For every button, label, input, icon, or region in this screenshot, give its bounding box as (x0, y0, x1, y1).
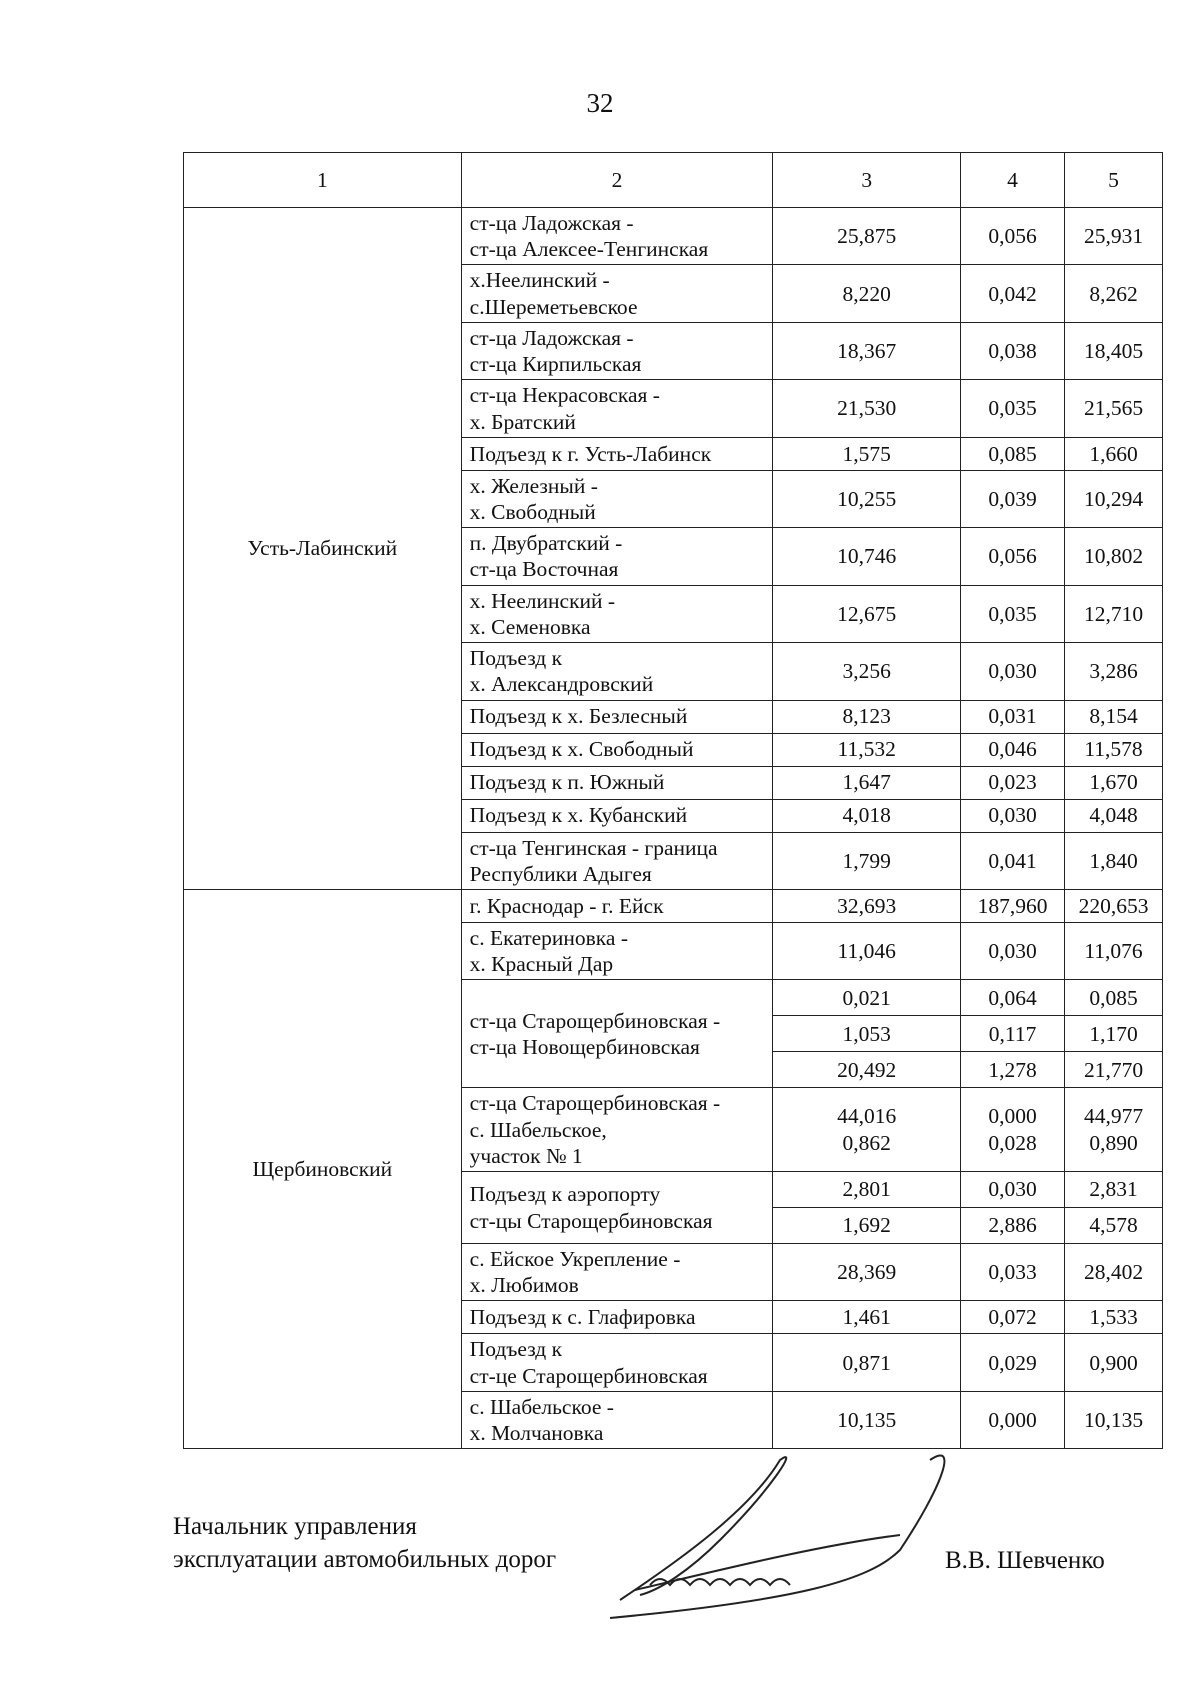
route-cell (461, 1391, 773, 1448)
route-line: ст-ца Алексее-Тенгинская (469, 237, 709, 262)
signatory-name: В.В. Шевченко (945, 1547, 1105, 1574)
value-cell: 0,030 (961, 1172, 1065, 1208)
route-line: Подъезд к аэропорту (469, 1182, 661, 1207)
route-line: с.Шереметьевское (469, 294, 638, 319)
table-row (184, 889, 1163, 922)
page-number: 32 (586, 88, 614, 118)
header-cell: 3 (773, 153, 961, 208)
value-cell: 0,900 (1065, 1334, 1163, 1391)
value-cell: 1,170 (1065, 1016, 1163, 1052)
value-cell: 12,675 (773, 585, 961, 642)
route-line: х. Александровский (469, 672, 654, 697)
header-cell: 2 (461, 153, 773, 208)
value-cell: 8,123 (773, 700, 961, 733)
value-cell: 220,653 (1065, 889, 1163, 922)
route-line: с. Ейское Укрепление - (469, 1247, 681, 1272)
route-line: Подъезд к х. Свободный (469, 737, 694, 762)
value-cell: 0,042 (961, 265, 1065, 322)
value-cell: 10,135 (1065, 1391, 1163, 1448)
value-cell (773, 1088, 961, 1172)
route-cell (461, 265, 773, 322)
value-cell: 25,931 (1065, 208, 1163, 265)
route-line: ст-ца Восточная (469, 557, 619, 582)
route-cell (461, 1334, 773, 1391)
route-line: п. Двубратский - (469, 531, 623, 556)
value-cell: 0,030 (961, 799, 1065, 832)
route-cell (461, 889, 773, 922)
header-cell: 5 (1065, 153, 1163, 208)
route-cell (461, 322, 773, 379)
route-cell (461, 208, 773, 265)
route-line: Подъезд к п. Южный (469, 770, 665, 795)
value-line: 0,862 (842, 1130, 891, 1155)
value-cell: 0,000 (961, 1391, 1065, 1448)
route-cell (461, 922, 773, 979)
value-cell: 0,030 (961, 922, 1065, 979)
header-cell: 1 (184, 153, 462, 208)
table-body (184, 208, 1163, 1449)
route-cell (461, 380, 773, 437)
route-line: Подъезд к (469, 1337, 563, 1362)
value-cell: 10,294 (1065, 470, 1163, 527)
value-cell: 1,533 (1065, 1301, 1163, 1334)
route-line: Республики Адыгея (469, 861, 652, 886)
value-cell: 0,029 (961, 1334, 1065, 1391)
value-cell: 11,046 (773, 922, 961, 979)
route-line: ст-ца Старощербиновская - (469, 1008, 721, 1033)
value-cell: 25,875 (773, 208, 961, 265)
route-line: ст-ца Ладожская - (469, 211, 634, 235)
value-cell: 0,056 (961, 528, 1065, 585)
signatory-title (173, 1510, 556, 1576)
value-cell: 0,085 (961, 437, 1065, 470)
value-cell: 28,369 (773, 1244, 961, 1301)
value-cell: 10,135 (773, 1391, 961, 1448)
value-line: 0,890 (1089, 1130, 1138, 1155)
route-line: участок № 1 (469, 1143, 583, 1168)
district-cell: Усть-Лабинский (184, 208, 462, 890)
route-line: ст-ца Ладожская - (469, 325, 634, 350)
value-cell: 1,799 (773, 832, 961, 889)
route-cell (461, 437, 773, 470)
value-cell: 4,018 (773, 799, 961, 832)
signatory-title-line1: Начальник управления (173, 1513, 417, 1540)
route-line: ст-ца Новощербиновская (469, 1034, 700, 1059)
route-cell (461, 1172, 773, 1244)
route-cell (461, 585, 773, 642)
route-line: Подъезд к х. Безлесный (469, 704, 688, 729)
route-line: г. Краснодар - г. Ейск (469, 893, 664, 918)
table-row (184, 208, 1163, 265)
value-cell: 11,532 (773, 733, 961, 766)
value-cell: 1,670 (1065, 766, 1163, 799)
route-cell (461, 1244, 773, 1301)
value-cell: 187,960 (961, 889, 1065, 922)
route-line: ст-цы Старощербиновская (469, 1208, 713, 1233)
value-cell: 21,530 (773, 380, 961, 437)
value-cell: 1,660 (1065, 437, 1163, 470)
value-line: 44,016 (837, 1104, 897, 1129)
route-line: ст-ца Некрасовская - (469, 383, 660, 408)
route-line: Подъезд к х. Кубанский (469, 803, 688, 828)
header-cell: 4 (961, 153, 1065, 208)
route-line: х. Молчановка (469, 1421, 604, 1446)
value-line: 44,977 (1083, 1104, 1144, 1129)
value-cell: 0,031 (961, 700, 1065, 733)
route-cell (461, 832, 773, 889)
header-row (184, 153, 1163, 208)
value-cell: 0,117 (961, 1016, 1065, 1052)
value-cell: 21,565 (1065, 380, 1163, 437)
route-cell (461, 470, 773, 527)
value-cell: 0,021 (773, 980, 961, 1016)
value-cell: 1,647 (773, 766, 961, 799)
route-line: ст-ца Старощербиновская - (469, 1091, 721, 1116)
value-cell: 0,072 (961, 1301, 1065, 1334)
value-cell: 0,085 (1065, 980, 1163, 1016)
value-cell: 18,405 (1065, 322, 1163, 379)
route-cell (461, 766, 773, 799)
route-cell (461, 799, 773, 832)
district-cell: Щербиновский (184, 889, 462, 1448)
value-cell: 10,255 (773, 470, 961, 527)
route-cell (461, 700, 773, 733)
value-line: 0,028 (988, 1130, 1037, 1155)
value-cell: 12,710 (1065, 585, 1163, 642)
value-cell: 0,871 (773, 1334, 961, 1391)
route-line: ст-ца Тенгинская - граница (469, 835, 718, 860)
value-cell: 4,578 (1065, 1208, 1163, 1244)
value-cell: 3,286 (1065, 643, 1163, 700)
route-line: ст-це Старощербиновская (469, 1363, 708, 1388)
value-cell: 21,770 (1065, 1052, 1163, 1088)
value-cell: 0,035 (961, 380, 1065, 437)
value-cell: 0,056 (961, 208, 1065, 265)
value-cell: 0,041 (961, 832, 1065, 889)
value-cell: 10,802 (1065, 528, 1163, 585)
value-cell (1065, 1088, 1163, 1172)
value-cell: 2,886 (961, 1208, 1065, 1244)
value-cell: 1,692 (773, 1208, 961, 1244)
value-cell: 0,030 (961, 643, 1065, 700)
value-cell: 1,461 (773, 1301, 961, 1334)
route-line: с. Екатериновка - (469, 925, 629, 950)
value-cell: 3,256 (773, 643, 961, 700)
value-cell: 0,023 (961, 766, 1065, 799)
route-line: х.Неелинский - (469, 268, 610, 293)
route-line: Подъезд к г. Усть-Лабинск (469, 441, 712, 466)
route-line: х. Семеновка (469, 614, 591, 639)
value-cell: 8,220 (773, 265, 961, 322)
value-line: 0,000 (988, 1104, 1037, 1129)
value-cell: 8,262 (1065, 265, 1163, 322)
route-cell (461, 1301, 773, 1334)
route-line: х. Железный - (469, 473, 598, 498)
value-cell: 1,053 (773, 1016, 961, 1052)
route-line: Подъезд к с. Глафировка (469, 1305, 696, 1330)
road-table (183, 152, 1163, 1449)
value-cell: 32,693 (773, 889, 961, 922)
route-line: х. Братский (469, 409, 576, 434)
value-cell: 11,578 (1065, 733, 1163, 766)
route-cell (461, 733, 773, 766)
value-cell: 1,840 (1065, 832, 1163, 889)
value-cell: 2,801 (773, 1172, 961, 1208)
route-line: ст-ца Кирпильская (469, 352, 642, 377)
value-cell: 0,033 (961, 1244, 1065, 1301)
route-line: х. Любимов (469, 1273, 579, 1298)
route-line: х. Красный Дар (469, 952, 614, 977)
value-cell: 18,367 (773, 322, 961, 379)
value-cell: 4,048 (1065, 799, 1163, 832)
signatory-title-line2: эксплуатации автомобильных дорог (173, 1546, 557, 1573)
value-cell: 8,154 (1065, 700, 1163, 733)
value-cell: 0,064 (961, 980, 1065, 1016)
route-cell (461, 1088, 773, 1172)
route-cell (461, 643, 773, 700)
value-cell (961, 1088, 1065, 1172)
route-line: х. Неелинский - (469, 588, 616, 613)
value-cell: 2,831 (1065, 1172, 1163, 1208)
value-cell: 28,402 (1065, 1244, 1163, 1301)
route-cell (461, 980, 773, 1088)
value-cell: 0,039 (961, 470, 1065, 527)
value-cell: 10,746 (773, 528, 961, 585)
route-cell (461, 528, 773, 585)
value-cell: 1,278 (961, 1052, 1065, 1088)
value-cell: 0,038 (961, 322, 1065, 379)
handwritten-signature (600, 1450, 960, 1620)
route-line: с. Шабельское, (469, 1117, 607, 1142)
value-cell: 20,492 (773, 1052, 961, 1088)
value-cell: 1,575 (773, 437, 961, 470)
route-line: с. Шабельское - (469, 1394, 614, 1419)
route-line: Подъезд к (469, 646, 563, 671)
route-line: х. Свободный (469, 499, 596, 524)
value-cell: 0,046 (961, 733, 1065, 766)
value-cell: 11,076 (1065, 922, 1163, 979)
value-cell: 0,035 (961, 585, 1065, 642)
